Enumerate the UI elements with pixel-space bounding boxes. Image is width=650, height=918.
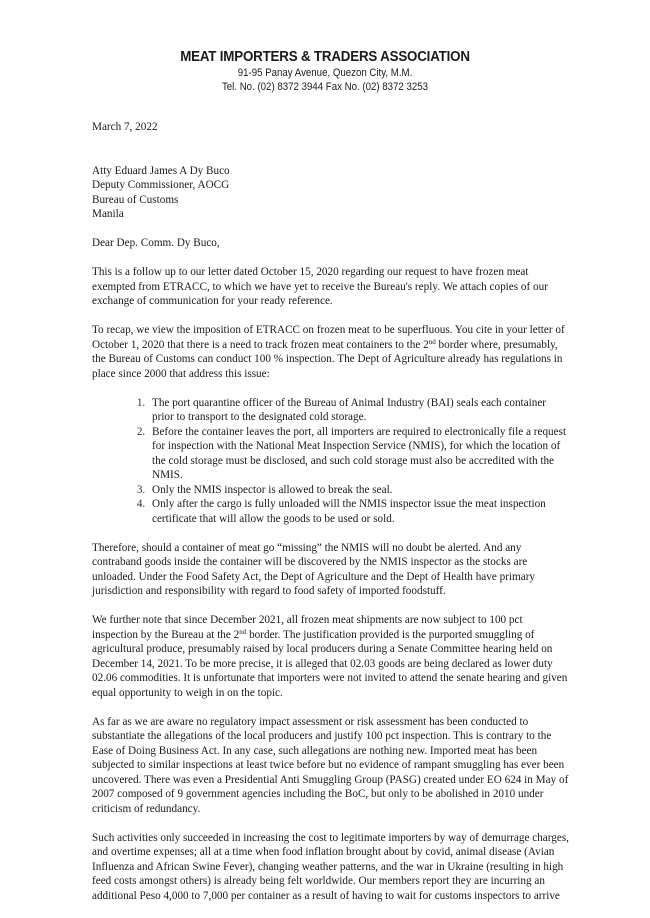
list-item: 4. Only after the cargo is fully unloaded will the NMIS inspector issue the meat inspection certificate that will allow the goods to be used or sold. [148,497,570,526]
recipient-city: Manila [92,208,124,220]
recipient-office: Bureau of Customs [92,193,179,206]
ordinal-suffix: nd [428,337,436,346]
paragraph-2-text-b: border where, presumably, the Bureau of Customs can conduct 100 % inspection. The Dept of Agriculture already has regulations in place since 2000 that address this issue: [92,338,563,380]
salutation: Dear Dep. Comm. Dy Buco, [92,237,220,249]
paragraph-3: Therefore, should a container of meat go “missing” the NMIS will no doubt be alerted. And any contraband goods inside the container will be discovered by the NMIS inspector as the stocks are unloaded. Under the Food Safety Act, the Dept of Agriculture and the Dept of Health have primary jurisdiction and responsibility with regard to food safety of imported foodstuff. [92,541,536,597]
paragraph-4-text-b: border. The justification provided is the purported smuggling of agricultural produce, presumably raised by local producers during a Senate Committee hearing held on December 14, 2021. To be more precise, it is alleged that 02.03 goods are being declared as lower duty 02.06 commodities. It is unfortunate that importers were not invited to attend the senate hearing and given equal opportunity to weigh in on the topic. [92,628,568,699]
list-item: 3. Only the NMIS inspector is allowed to break the seal. [148,483,570,498]
recipient-title: Deputy Commissioner, AOCG [92,179,230,191]
recipient-address [92,164,570,222]
paragraph-4 [92,613,570,700]
recipient-name: Atty Eduard James A Dy Buco [92,164,230,177]
ordinal-suffix: nd [239,627,247,636]
paragraph-6: Such activities only succeeded in increasing the cost to legitimate importers by way of demurrage charges, and overtime expenses; all at a time when food inflation brought about by covid, animal disease (Avian Influenza and African Swine Fever), changing weather patterns, and the war in Ukraine (resulting in high feed costs amongst others) is already being felt worldwide. Our members report they are incurring an additional Peso 4,000 to 7,000 per container as a result of having to wait for customs inspectors to arrive [92,831,569,902]
paragraph-2 [92,323,570,381]
paragraph-4-text-a: We further note that since December 2021, all frozen meat shipments are now subject to 100 pct inspection by the Bureau at the 2 [92,614,523,641]
list-item: 2. Before the container leaves the port, all importers are required to electronically file a request for inspection with the National Meat Inspection Service (NMIS), for which the location of the cold storage must be disclosed, and such cold storage must also be accredited with the NMIS. [148,425,570,483]
paragraph-2-text-a: To recap, we view the imposition of ETRACC on frozen meat to be superfluous. You cite in your letter of October 1, 2020 that there is a need to track frozen meat containers to the 2 [92,324,565,351]
list-item: 1. The port quarantine officer of the Bureau of Animal Industry (BAI) seals each container prior to transport to the designated cold storage. [148,396,570,425]
paragraph-1: This is a follow up to our letter dated October 15, 2020 regarding our request to have frozen meat exempted from ETRACC, to which we have yet to receive the Bureau's reply. We attach copies of our exchange of communication for your ready reference. [92,266,548,307]
letter-body [92,120,570,918]
letter-date: March 7, 2022 [92,121,158,133]
organization-address: 91-95 Panay Avenue, Quezon City, M.M. [237,67,413,79]
letterhead [0,49,650,94]
organization-contact: Tel. No. (02) 8372 3944 Fax No. (02) 8372 3253 [221,81,429,93]
paragraph-5: As far as we are aware no regulatory impact assessment or risk assessment has been conducted to substantiate the allegations of the local producers and justify 100 pct inspection. This is contrary to the Ease of Doing Business Act. In any case, such allegations are nothing new. Imported meat has been subjected to similar inspections at least twice before but no evidence of rampant smuggling has ever been uncovered. There was even a Presidential Anti Smuggling Group (PASG) created under EO 624 in May of 2007 composed of 9 government agencies including the BoC, but only to be abolished in 2010 under criticism of redundancy. [92,715,569,815]
organization-name: MEAT IMPORTERS & TRADERS ASSOCIATION [180,49,470,65]
regulation-list [92,396,570,527]
